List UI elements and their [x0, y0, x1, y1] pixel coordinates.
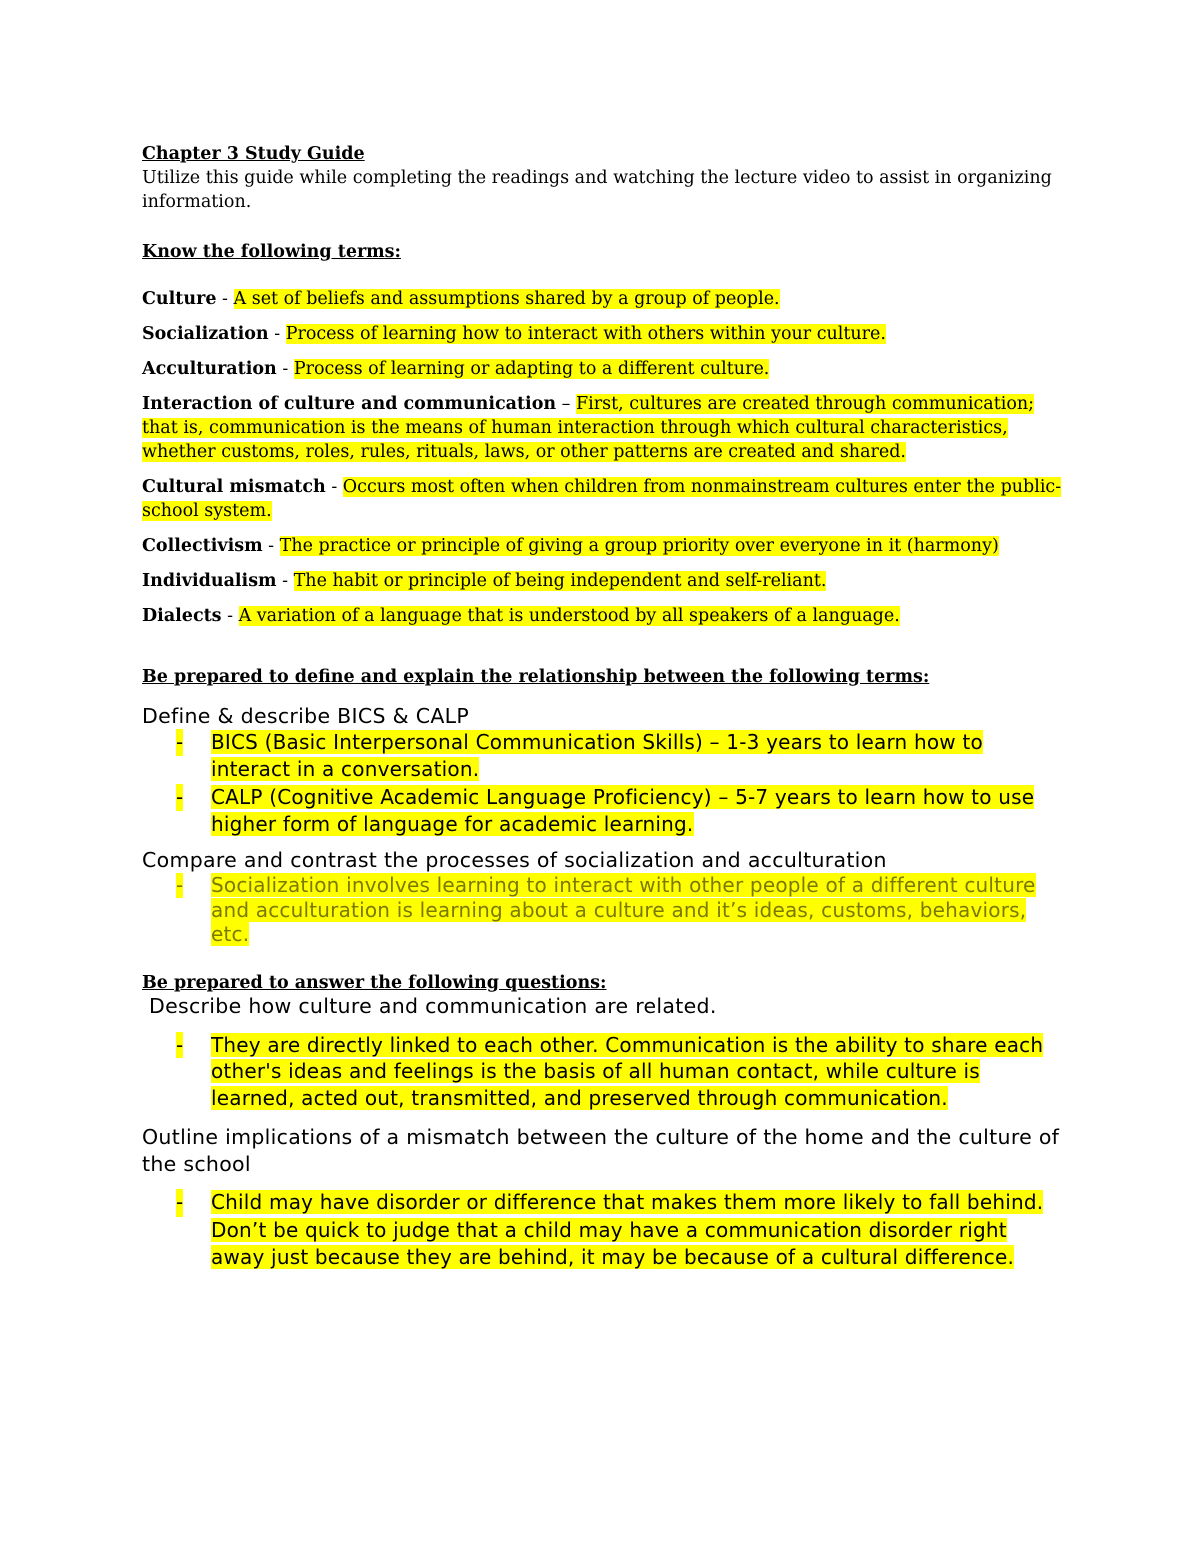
- term-sep: -: [221, 606, 239, 626]
- dash-marker: -: [176, 785, 184, 809]
- term-sep: -: [268, 324, 286, 344]
- bics-calp-list: [142, 729, 1062, 837]
- list-item: [142, 1189, 1062, 1272]
- term-definition: Process of learning or adapting to a different culture.: [293, 359, 770, 379]
- term-cultural-mismatch: [142, 475, 1062, 523]
- term-name: Dialects: [142, 606, 222, 626]
- term-individualism: [142, 569, 1062, 593]
- term-sep: -: [216, 289, 234, 309]
- dash-marker: -: [176, 1032, 184, 1057]
- compare-list: [142, 873, 1062, 947]
- list-item: [142, 729, 1062, 782]
- term-sep: –: [556, 394, 576, 414]
- relationship-heading: Be prepared to define and explain the relationship between the following terms:: [142, 667, 930, 687]
- q1-list: [142, 1032, 1062, 1112]
- term-name: Acculturation: [142, 359, 277, 379]
- term-culture: [142, 287, 1062, 311]
- term-acculturation: [142, 357, 1062, 381]
- bullet-text: Socialization involves learning to interact with other people of a different culture and acculturation is learning about a culture and it’s ideas, customs, behaviors, etc.: [211, 873, 1036, 946]
- term-definition: First, cultures are created through communication; that is, communication is the means of human interaction through which cultural characteristics, whether customs, roles, rules, rituals, laws, or other patterns are created and shared.: [142, 394, 1035, 462]
- q2-list: [142, 1189, 1062, 1272]
- bullet-text: Child may have disorder or difference that makes them more likely to fall behind. Don’t be quick to judge that a child may have a communication disorder right away just because they are behind, it may be because of a cultural difference.: [211, 1190, 1044, 1269]
- term-sep: -: [276, 359, 294, 379]
- term-definition: Occurs most often when children from nonmainstream cultures enter the public-school system.: [142, 477, 1062, 521]
- term-sep: -: [276, 571, 294, 591]
- bullet-text: BICS (Basic Interpersonal Communication Skills) – 1-3 years to learn how to interact in a conversation.: [211, 730, 983, 781]
- term-name: Culture: [142, 289, 217, 309]
- term-socialization: [142, 322, 1062, 346]
- document-body: [142, 142, 1062, 1272]
- term-collectivism: [142, 534, 1062, 558]
- term-definition: A set of beliefs and assumptions shared by a group of people.: [233, 289, 780, 309]
- list-item: [142, 1032, 1062, 1112]
- list-item: [142, 873, 1062, 947]
- dash-marker: -: [176, 730, 184, 754]
- intro-text: Utilize this guide while completing the readings and watching the lecture video to assist in organizing information.: [142, 168, 1052, 212]
- term-name: Socialization: [142, 324, 269, 344]
- term-name: Interaction of culture and communication: [142, 394, 557, 414]
- dash-marker: -: [176, 873, 184, 897]
- bullet-text: CALP (Cognitive Academic Language Proficiency) – 5-7 years to learn how to use higher form of language for academic learning.: [211, 785, 1035, 836]
- document-title: Chapter 3 Study Guide: [142, 144, 365, 164]
- q1-heading: Describe how culture and communication are related.: [149, 993, 717, 1018]
- term-dialects: [142, 604, 1062, 628]
- compare-heading: Compare and contrast the processes of socialization and acculturation: [142, 848, 887, 872]
- term-name: Individualism: [142, 571, 277, 591]
- terms-heading: Know the following terms:: [142, 242, 401, 262]
- questions-heading: Be prepared to answer the following questions:: [142, 972, 607, 993]
- term-sep: -: [262, 536, 280, 556]
- list-item: [142, 784, 1062, 837]
- term-definition: The practice or principle of giving a group priority over everyone in it (harmony): [279, 536, 999, 556]
- term-definition: The habit or principle of being independent and self-reliant.: [293, 571, 827, 591]
- bics-calp-heading: Define & describe BICS & CALP: [142, 704, 470, 728]
- q2-heading: Outline implications of a mismatch between the culture of the home and the culture of the school: [142, 1125, 1060, 1176]
- dash-marker: -: [176, 1189, 183, 1217]
- term-definition: Process of learning how to interact with others within your culture.: [285, 324, 886, 344]
- bullet-text: They are directly linked to each other. Communication is the ability to share each other's ideas and feelings is the basis of all human contact, while culture is learned, acted out, transmitted, and preserved through communication.: [211, 1032, 1044, 1110]
- term-sep: -: [325, 477, 343, 497]
- term-definition: A variation of a language that is understood by all speakers of a language.: [238, 606, 900, 626]
- term-interaction: [142, 392, 1062, 464]
- term-name: Cultural mismatch: [142, 477, 326, 497]
- term-name: Collectivism: [142, 536, 263, 556]
